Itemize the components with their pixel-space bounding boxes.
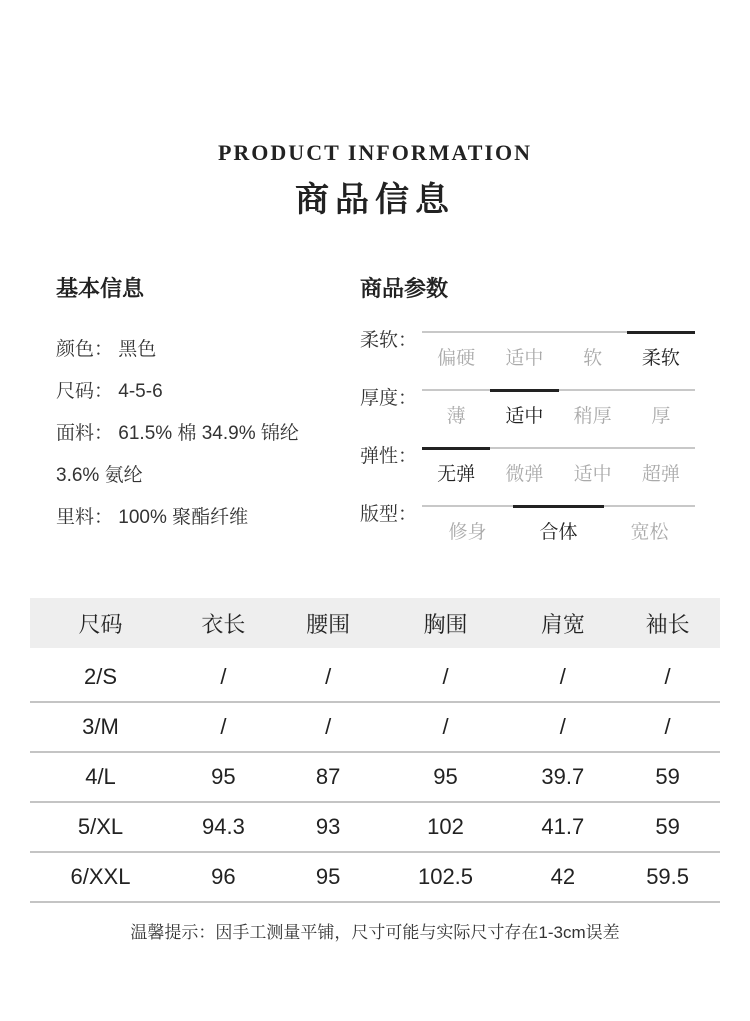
param-option-selected: 合体 bbox=[513, 511, 604, 544]
table-cell: 39.7 bbox=[510, 752, 615, 802]
param-option: 厚 bbox=[651, 406, 671, 427]
param-label: 柔软： bbox=[360, 330, 418, 351]
param-track bbox=[422, 389, 695, 391]
table-row bbox=[30, 852, 720, 902]
param-rows bbox=[360, 325, 700, 557]
table-cell: / bbox=[381, 702, 511, 752]
table-row bbox=[30, 802, 720, 852]
table-cell: / bbox=[276, 702, 381, 752]
table-cell: 42 bbox=[510, 852, 615, 902]
table-row bbox=[30, 648, 720, 702]
size-table-header-cell: 胸围 bbox=[381, 598, 511, 648]
table-cell: / bbox=[171, 702, 276, 752]
basic-info-title: 基本信息 bbox=[56, 276, 145, 301]
table-cell: / bbox=[276, 648, 381, 702]
param-option: 偏硬 bbox=[437, 348, 476, 369]
product-params-title: 商品参数 bbox=[360, 276, 449, 301]
param-label: 弹性： bbox=[360, 446, 418, 467]
param-options bbox=[422, 511, 695, 544]
table-cell: / bbox=[171, 648, 276, 702]
page-title-en: PRODUCT INFORMATION bbox=[217, 140, 533, 165]
param-option: 微弹 bbox=[505, 464, 544, 485]
param-option-selected: 柔软 bbox=[627, 337, 695, 370]
param-option: 适中 bbox=[573, 464, 612, 485]
param-options bbox=[422, 337, 695, 370]
param-option: 修身 bbox=[448, 522, 487, 543]
param-row bbox=[360, 383, 700, 441]
size-table-header-cell: 腰围 bbox=[276, 598, 381, 648]
table-cell: 94.3 bbox=[171, 802, 276, 852]
table-cell: 95 bbox=[276, 852, 381, 902]
basic-info-size: 尺码： 4-5-6 bbox=[56, 381, 163, 402]
table-cell: 102.5 bbox=[381, 852, 511, 902]
param-row bbox=[360, 325, 700, 383]
param-option: 宽松 bbox=[630, 522, 669, 543]
param-row bbox=[360, 441, 700, 499]
table-cell: 5/XL bbox=[30, 802, 171, 852]
param-options bbox=[422, 395, 695, 428]
table-cell: 3/M bbox=[30, 702, 171, 752]
param-option: 适中 bbox=[505, 348, 544, 369]
basic-info-color: 颜色： 黑色 bbox=[56, 339, 157, 360]
table-cell: 2/S bbox=[30, 648, 171, 702]
table-cell: / bbox=[381, 648, 511, 702]
param-row bbox=[360, 499, 700, 557]
size-table-header-cell: 袖长 bbox=[615, 598, 720, 648]
param-label: 厚度： bbox=[360, 388, 418, 409]
size-table-header-cell: 衣长 bbox=[171, 598, 276, 648]
table-row bbox=[30, 702, 720, 752]
param-option: 软 bbox=[583, 348, 603, 369]
table-cell: 4/L bbox=[30, 752, 171, 802]
table-cell: 6/XXL bbox=[30, 852, 171, 902]
table-cell: 93 bbox=[276, 802, 381, 852]
param-option-selected: 无弹 bbox=[422, 453, 490, 486]
table-cell: / bbox=[510, 648, 615, 702]
table-cell: / bbox=[615, 648, 720, 702]
size-table-header bbox=[30, 598, 720, 648]
table-cell: 102 bbox=[381, 802, 511, 852]
basic-info-fabric: 面料： 61.5% 棉 34.9% 锦纶 bbox=[56, 423, 299, 444]
table-cell: 95 bbox=[171, 752, 276, 802]
param-option: 超弹 bbox=[641, 464, 680, 485]
table-cell: 96 bbox=[171, 852, 276, 902]
table-cell: 59 bbox=[615, 802, 720, 852]
table-cell: 59 bbox=[615, 752, 720, 802]
param-options bbox=[422, 453, 695, 486]
table-cell: 59.5 bbox=[615, 852, 720, 902]
size-table-header-cell: 肩宽 bbox=[510, 598, 615, 648]
table-cell: 87 bbox=[276, 752, 381, 802]
measurement-note: 温馨提示：因手工测量平铺，尺寸可能与实际尺寸存在1-3cm误差 bbox=[130, 923, 620, 942]
table-cell: / bbox=[510, 702, 615, 752]
table-cell: 95 bbox=[381, 752, 511, 802]
basic-info-lining: 里料： 100% 聚酯纤维 bbox=[56, 507, 249, 528]
size-table bbox=[30, 598, 720, 903]
size-table-header-cell: 尺码 bbox=[30, 598, 171, 648]
param-label: 版型： bbox=[360, 504, 418, 525]
product-params-section bbox=[360, 272, 700, 557]
table-cell: / bbox=[615, 702, 720, 752]
param-option: 薄 bbox=[446, 406, 466, 427]
param-option: 稍厚 bbox=[573, 406, 612, 427]
table-row bbox=[30, 752, 720, 802]
basic-info-section bbox=[56, 272, 346, 539]
basic-info-fabric-cont: 3.6% 氨纶 bbox=[56, 465, 143, 486]
param-option-selected: 适中 bbox=[490, 395, 558, 428]
table-cell: 41.7 bbox=[510, 802, 615, 852]
page-title-cn: 商品信息 bbox=[295, 181, 455, 219]
